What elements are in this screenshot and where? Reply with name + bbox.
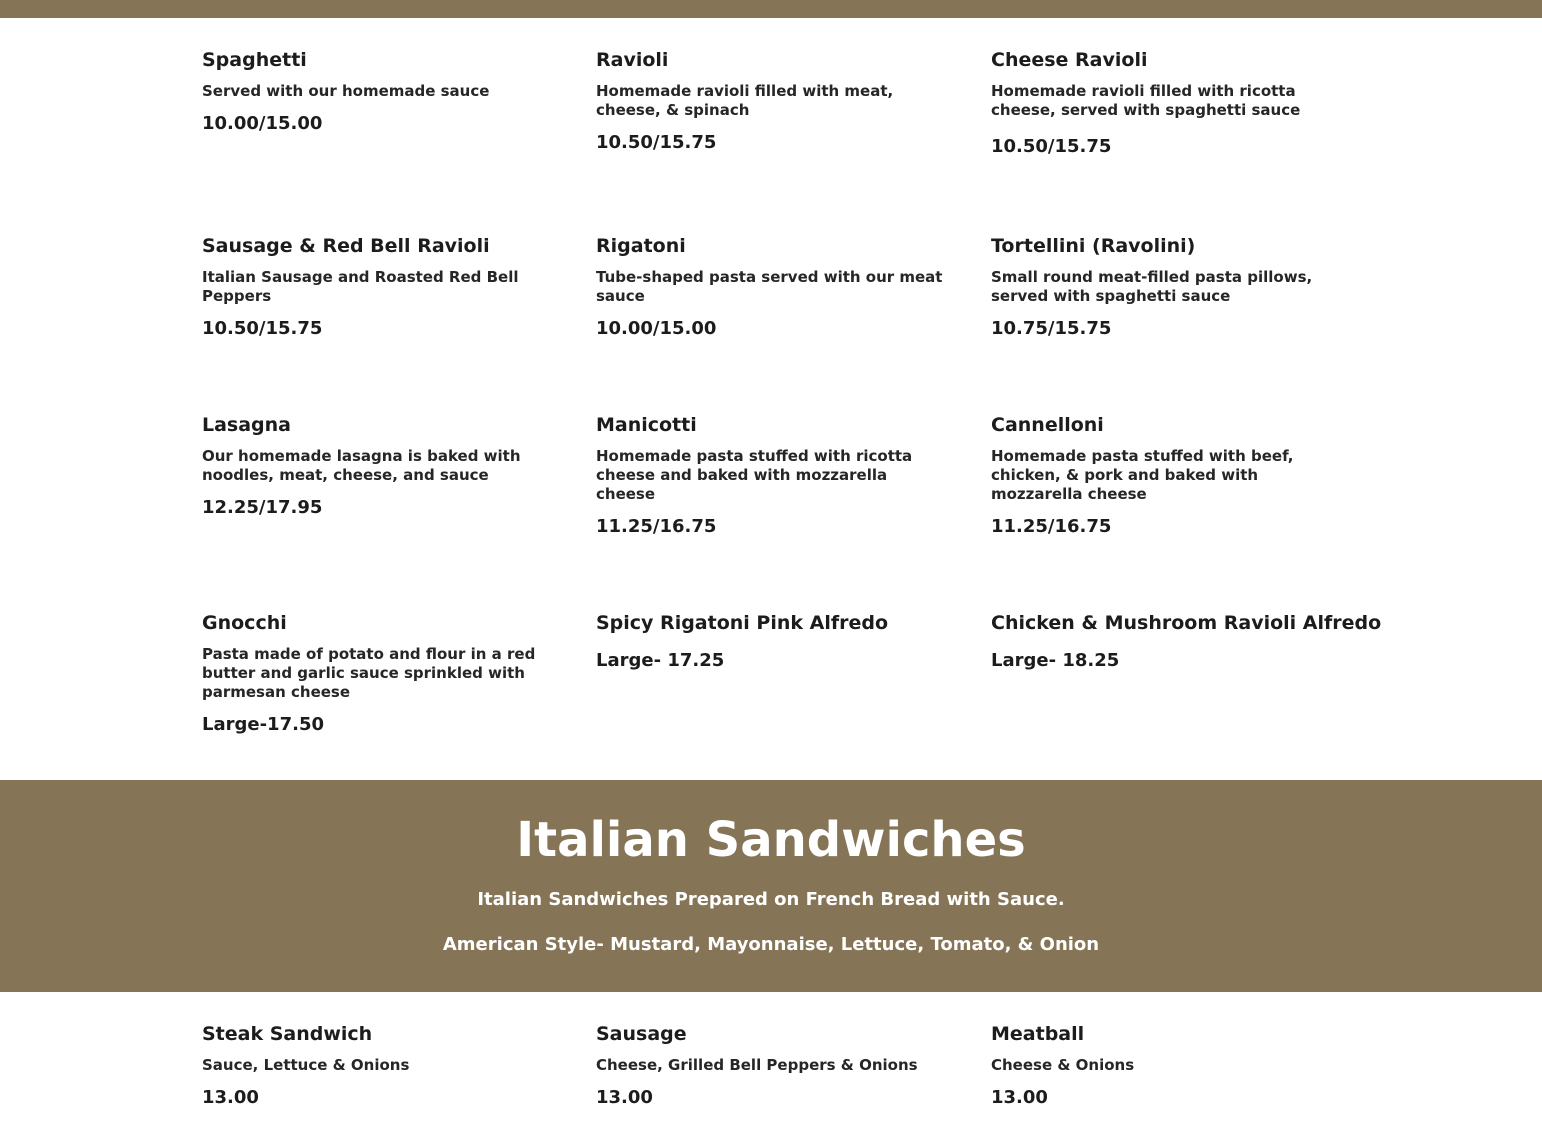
item-description: Our homemade lasagna is baked with noodles, meat, cheese, and sauce — [202, 447, 521, 484]
item-price: Large- 18.25 — [991, 650, 1120, 671]
menu-item — [202, 413, 554, 520]
menu-item — [991, 48, 1343, 159]
item-name: Sausage & Red Bell Ravioli — [202, 235, 490, 257]
item-name: Spicy Rigatoni Pink Alfredo — [596, 612, 889, 634]
item-name: Cheese Ravioli — [991, 49, 1148, 71]
item-price: 13.00 — [202, 1087, 259, 1108]
item-price: 10.50/15.75 — [202, 318, 323, 339]
menu-item — [596, 413, 948, 539]
menu-item — [991, 1022, 1343, 1110]
item-description: Pasta made of potato and flour in a red butter and garlic sauce sprinkled with parmesan cheese — [202, 645, 536, 701]
item-description: Cheese, Grilled Bell Peppers & Onions — [596, 1056, 918, 1074]
item-name: Ravioli — [596, 49, 669, 71]
item-description: Small round meat-filled pasta pillows, served with spaghetti sauce — [991, 268, 1313, 305]
item-description: Homemade ravioli filled with ricotta cheese, served with spaghetti sauce — [991, 82, 1301, 119]
item-price: 11.25/16.75 — [596, 516, 717, 537]
item-description: Cheese & Onions — [991, 1056, 1135, 1074]
menu-item — [991, 413, 1343, 539]
item-description: Homemade ravioli filled with meat, cheese, & spinach — [596, 82, 894, 119]
item-name: Manicotti — [596, 414, 697, 436]
item-name: Spaghetti — [202, 49, 307, 71]
item-name: Sausage — [596, 1023, 687, 1045]
section-title: Italian Sandwiches — [516, 812, 1026, 868]
item-description: Homemade pasta stuffed with beef, chicken, & pork and baked with mozzarella cheese — [991, 447, 1294, 503]
menu-item — [202, 611, 554, 737]
item-name: Rigatoni — [596, 235, 686, 257]
item-price: Large- 17.25 — [596, 650, 725, 671]
menu-item — [202, 234, 554, 341]
item-name: Cannelloni — [991, 414, 1104, 436]
menu-item — [596, 611, 948, 673]
section-note: American Style- Mustard, Mayonnaise, Lettuce, Tomato, & Onion — [442, 934, 1100, 955]
item-name: Gnocchi — [202, 612, 287, 634]
item-price: 12.25/17.95 — [202, 497, 323, 518]
item-name: Tortellini (Ravolini) — [991, 235, 1196, 257]
item-description: Italian Sausage and Roasted Red Bell Peppers — [202, 268, 519, 305]
item-price: 10.00/15.00 — [596, 318, 717, 339]
item-description: Sauce, Lettuce & Onions — [202, 1056, 410, 1074]
menu-item — [991, 234, 1343, 341]
item-description: Tube-shaped pasta served with our meat sauce — [596, 268, 943, 305]
item-name: Meatball — [991, 1023, 1085, 1045]
item-price: 13.00 — [596, 1087, 653, 1108]
item-name: Steak Sandwich — [202, 1023, 373, 1045]
section-subtitle: Italian Sandwiches Prepared on French Bread with Sauce. — [477, 889, 1065, 910]
item-price: 10.00/15.00 — [202, 113, 323, 134]
item-price: 10.75/15.75 — [991, 318, 1112, 339]
menu-item — [596, 48, 948, 155]
item-price: 10.50/15.75 — [991, 136, 1112, 157]
item-description: Homemade pasta stuffed with ricotta cheese and baked with mozzarella cheese — [596, 447, 913, 503]
item-price: Large-17.50 — [202, 714, 324, 735]
item-name: Lasagna — [202, 414, 292, 436]
menu-item — [596, 1022, 948, 1110]
menu-item — [202, 1022, 554, 1110]
item-price: 13.00 — [991, 1087, 1048, 1108]
item-price: 10.50/15.75 — [596, 132, 717, 153]
item-description: Served with our homemade sauce — [202, 82, 490, 100]
menu-item — [202, 48, 554, 136]
item-name: Chicken & Mushroom Ravioli Alfredo — [991, 612, 1382, 634]
menu-item — [991, 611, 1382, 673]
item-price: 11.25/16.75 — [991, 516, 1112, 537]
menu-item — [596, 234, 948, 341]
top-color-bar — [0, 0, 1542, 18]
